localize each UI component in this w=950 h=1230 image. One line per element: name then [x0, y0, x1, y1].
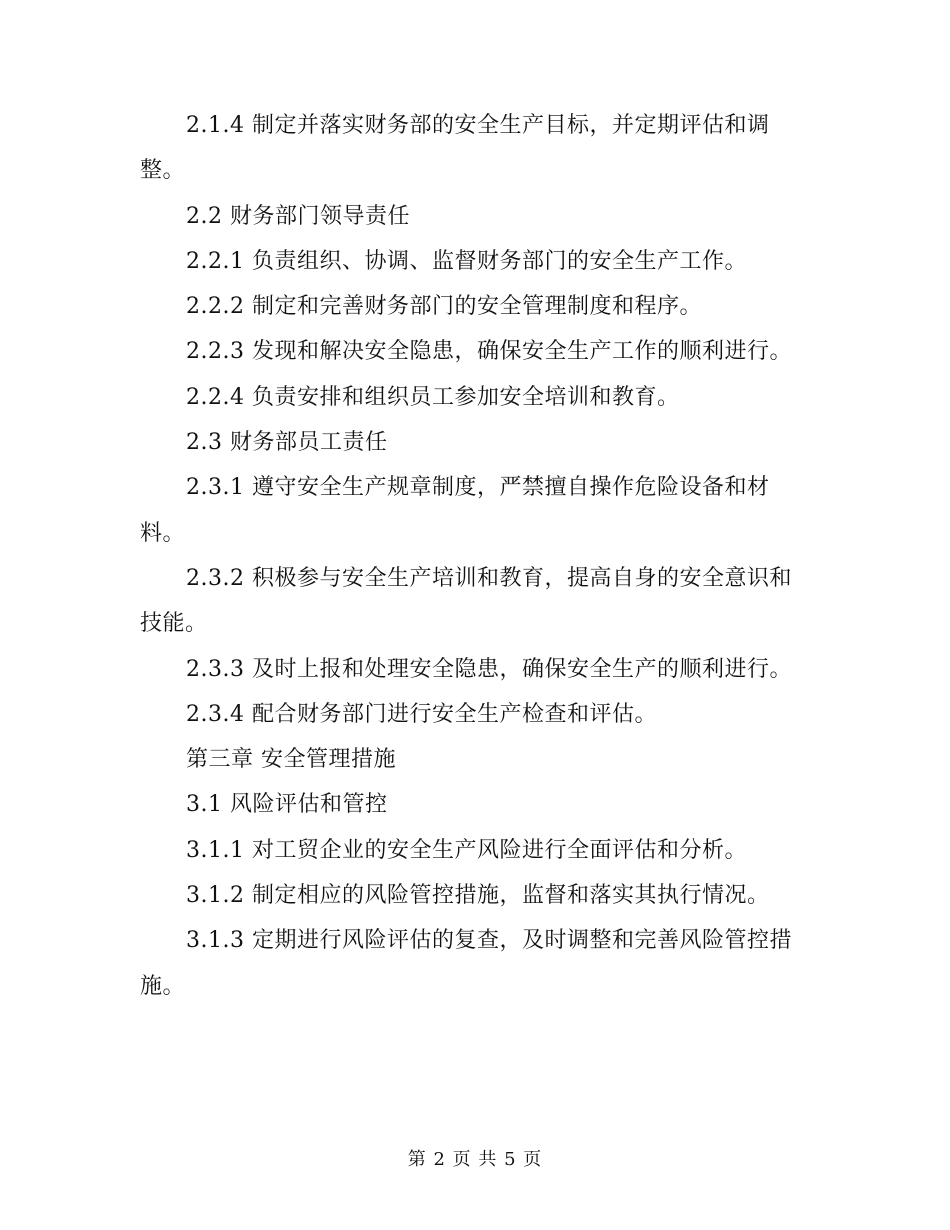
- paragraph-3-1-3: 3.1.3 定期进行风险评估的复查，及时调整和完善风险管控措施。: [140, 928, 792, 999]
- paragraph-2-3-1: 2.3.1 遵守安全生产规章制度，严禁擅自操作危险设备和材料。: [140, 475, 770, 546]
- paragraph-2-3-2: 2.3.2 积极参与安全生产培训和教育，提高自身的安全意识和技能。: [140, 565, 792, 637]
- paragraph-2-2-3: 2.2.3 发现和解决安全隐患，确保安全生产工作的顺利进行。: [186, 339, 792, 365]
- document-body: [140, 103, 800, 1009]
- paragraph-2-2-4: 2.2.4 负责安排和组织员工参加安全培训和教育。: [186, 384, 680, 410]
- paragraph-2-3-3: 2.3.3 及时上报和处理安全隐患，确保安全生产的顺利进行。: [186, 656, 792, 682]
- paragraph-2-2-1: 2.2.1 负责组织、协调、监督财务部门的安全生产工作。: [186, 248, 747, 274]
- paragraph-3-1-2: 3.1.2 制定相应的风险管控措施，监督和落实其执行情况。: [186, 883, 770, 909]
- paragraph-2-3-4: 2.3.4 配合财务部门进行安全生产检查和评估。: [186, 701, 657, 727]
- paragraph-2-1-4: 2.1.4 制定并落实财务部的安全生产目标，并定期评估和调整。: [140, 113, 770, 184]
- chapter-heading: 第三章 安全管理措施: [186, 747, 396, 773]
- heading-2-3: 2.3 财务部员工责任: [186, 430, 388, 456]
- page-number-footer: 第 2 页 共 5 页: [407, 1149, 543, 1170]
- heading-3-1: 3.1 风险评估和管控: [186, 792, 388, 818]
- paragraph-3-1-1: 3.1.1 对工贸企业的安全生产风险进行全面评估和分析。: [186, 837, 747, 863]
- heading-2-2: 2.2 财务部门领导责任: [186, 203, 410, 229]
- paragraph-2-2-2: 2.2.2 制定和完善财务部门的安全管理制度和程序。: [186, 294, 702, 320]
